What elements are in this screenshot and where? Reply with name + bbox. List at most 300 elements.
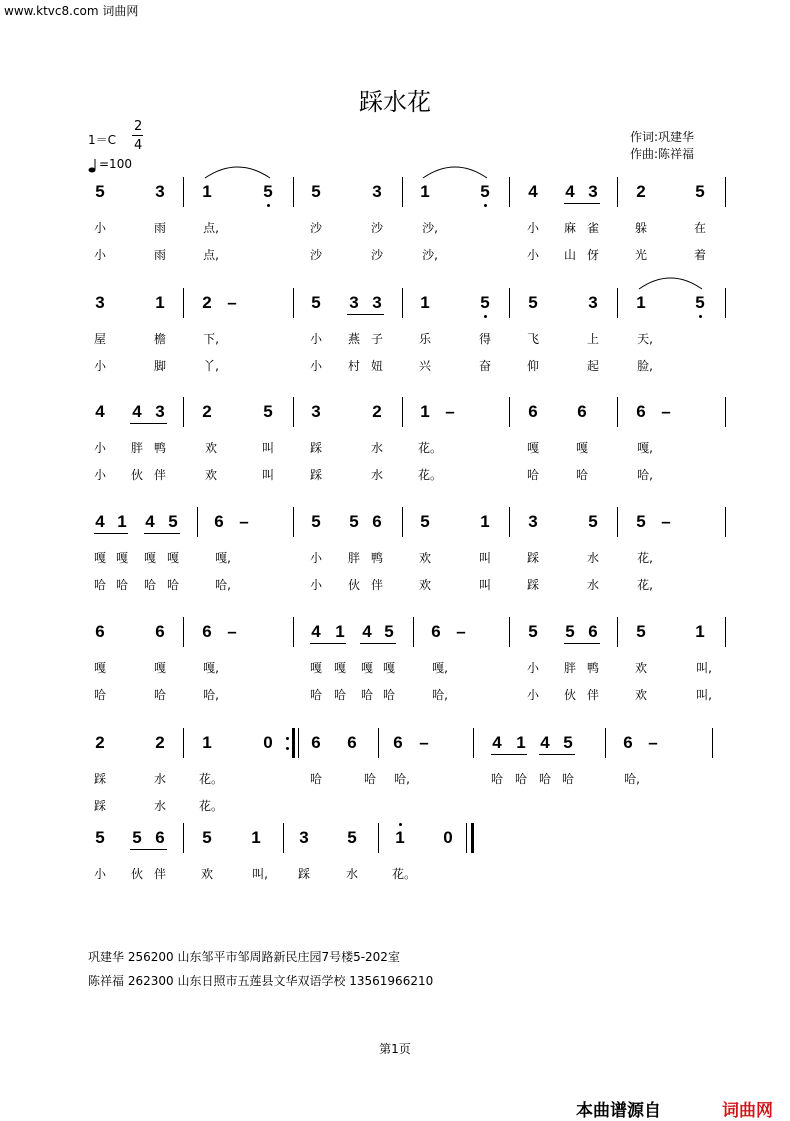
- lyric-verse1: 得: [478, 332, 492, 346]
- lyric-verse1: 小: [526, 221, 540, 235]
- barline: [293, 507, 294, 537]
- final-bar-thick: [471, 823, 474, 853]
- barline: [183, 728, 184, 758]
- note: 6: [431, 622, 441, 641]
- lyricist-credit: 作词:巩建华: [630, 130, 695, 144]
- note: –: [419, 733, 429, 752]
- note: –: [456, 622, 466, 641]
- lyric-verse1: 花。: [391, 867, 417, 881]
- time-signature-bottom: 4: [134, 138, 143, 153]
- lyric-verse2: 起: [586, 359, 600, 373]
- lyric-verse1: 踩: [526, 551, 540, 565]
- lyric-verse2: 小: [93, 248, 107, 262]
- lyric-verse1: 沙: [309, 221, 323, 235]
- barline: [725, 397, 726, 427]
- barline: [183, 617, 184, 647]
- lyric-verse1: 鸭: [370, 551, 384, 565]
- barline: [402, 177, 403, 207]
- note: 5: [349, 512, 359, 531]
- barline: [378, 823, 379, 853]
- note: 4: [492, 733, 502, 752]
- lyric-verse2: 山: [563, 248, 577, 262]
- barline: [509, 177, 510, 207]
- lyric-verse2: 水: [153, 799, 167, 813]
- barline: [473, 728, 474, 758]
- lyric-verse1: 雨: [153, 221, 167, 235]
- lyric-verse1: 乐: [418, 332, 432, 346]
- note: 3: [311, 402, 321, 421]
- note: 5: [480, 293, 490, 312]
- note: 0: [443, 828, 453, 847]
- lyric-verse2: 哈,: [215, 578, 231, 592]
- lyric-verse1: 叫: [261, 441, 275, 455]
- lyric-verse2: 哈,: [432, 688, 448, 702]
- barline: [183, 397, 184, 427]
- lyric-verse1: 哈: [309, 772, 323, 786]
- time-signature-line: [132, 135, 143, 136]
- note: 5: [263, 182, 273, 201]
- barline: [712, 728, 713, 758]
- lyric-verse1: 嘎,: [203, 661, 219, 675]
- lyric-verse1: 欢: [204, 441, 218, 455]
- lyric-verse2: 光: [634, 248, 648, 262]
- note: 1: [695, 622, 705, 641]
- lyric-verse2: 叫: [478, 578, 492, 592]
- lyric-verse2: 兴: [418, 359, 432, 373]
- lyric-verse1: 水: [370, 441, 384, 455]
- lyric-verse2: 哈: [143, 578, 157, 592]
- lyric-verse1: 花,: [637, 551, 653, 565]
- lyric-verse1: 胖: [130, 441, 144, 455]
- lyric-verse2: 伙: [347, 578, 361, 592]
- lyric-verse1: 檐: [153, 332, 167, 346]
- low-octave-dot: [699, 315, 702, 318]
- lyric-verse1: 小: [93, 441, 107, 455]
- barline: [402, 288, 403, 318]
- lyric-verse1: 小: [309, 551, 323, 565]
- barline: [617, 177, 618, 207]
- note: 5: [132, 828, 142, 847]
- eighth-underline: [144, 533, 180, 534]
- lyric-verse1: 嘎: [382, 661, 396, 675]
- note: –: [445, 402, 455, 421]
- lyric-verse2: 伴: [153, 468, 167, 482]
- lyric-verse1: 水: [153, 772, 167, 786]
- lyric-verse2: 着: [693, 248, 707, 262]
- note: 1: [480, 512, 490, 531]
- note: 1: [420, 182, 430, 201]
- lyric-verse2: 妞: [370, 359, 384, 373]
- lyric-verse2: 欢: [204, 468, 218, 482]
- lyric-verse2: 水: [586, 578, 600, 592]
- lyric-verse1: 欢: [418, 551, 432, 565]
- note: 5: [636, 512, 646, 531]
- low-octave-dot: [484, 315, 487, 318]
- note: 3: [349, 293, 359, 312]
- lyric-verse1: 欢: [634, 661, 648, 675]
- page-number: 第1页: [379, 1042, 411, 1056]
- lyric-verse1: 叫,: [252, 867, 268, 881]
- note: 4: [311, 622, 321, 641]
- lyric-verse1: 胖: [563, 661, 577, 675]
- note: 5: [588, 512, 598, 531]
- note: 5: [480, 182, 490, 201]
- barline: [183, 177, 184, 207]
- lyric-verse2: 哈: [153, 688, 167, 702]
- lyric-verse1: 在: [693, 221, 707, 235]
- note: 3: [372, 293, 382, 312]
- note: 1: [202, 733, 212, 752]
- lyric-verse2: 欢: [418, 578, 432, 592]
- lyric-verse2: 沙,: [422, 248, 438, 262]
- tempo-mark: =100: [99, 157, 132, 171]
- lyric-verse2: 哈: [115, 578, 129, 592]
- lyric-verse2: 雨: [153, 248, 167, 262]
- barline: [725, 507, 726, 537]
- barline: [509, 507, 510, 537]
- note: 4: [565, 182, 575, 201]
- note: 5: [95, 828, 105, 847]
- note: –: [227, 293, 237, 312]
- lyric-verse1: 嘎: [115, 551, 129, 565]
- note: 5: [565, 622, 575, 641]
- repeat-dot: [286, 747, 289, 750]
- barline: [293, 397, 294, 427]
- note: 1: [420, 402, 430, 421]
- note: 3: [155, 402, 165, 421]
- address-lyricist: 巩建华 256200 山东邹平市邹周路新民庄园7号楼5-202室: [88, 950, 400, 964]
- lyric-verse1: 点,: [203, 221, 219, 235]
- lyric-verse1: 嘎: [575, 441, 589, 455]
- lyric-verse1: 鸭: [153, 441, 167, 455]
- lyric-verse1: 踩: [309, 441, 323, 455]
- lyric-verse2: 沙: [309, 248, 323, 262]
- note: 1: [395, 828, 405, 847]
- note: 0: [263, 733, 273, 752]
- note: 6: [311, 733, 321, 752]
- slur-arc: [203, 162, 272, 180]
- lyric-verse1: 踩: [297, 867, 311, 881]
- eighth-underline: [130, 849, 167, 850]
- note: 4: [95, 512, 105, 531]
- lyric-verse1: 花。: [417, 441, 443, 455]
- lyric-verse2: 伴: [370, 578, 384, 592]
- lyric-verse1: 哈: [363, 772, 377, 786]
- key-signature: 1＝C: [88, 133, 117, 147]
- lyric-verse1: 小: [526, 661, 540, 675]
- note: 6: [623, 733, 633, 752]
- note: 5: [263, 402, 273, 421]
- lyric-verse1: 水: [586, 551, 600, 565]
- eighth-underline: [94, 533, 128, 534]
- lyric-verse1: 上: [586, 332, 600, 346]
- lyric-verse1: 伴: [153, 867, 167, 881]
- time-signature-top: 2: [134, 119, 143, 134]
- lyric-verse1: 沙,: [422, 221, 438, 235]
- note: 6: [372, 512, 382, 531]
- lyric-verse2: 伴: [586, 688, 600, 702]
- barline: [617, 288, 618, 318]
- eighth-underline: [310, 643, 346, 644]
- lyric-verse2: 小: [526, 688, 540, 702]
- barline: [293, 177, 294, 207]
- lyric-verse1: 叫,: [696, 661, 712, 675]
- composer-credit: 作曲:陈祥福: [630, 147, 695, 161]
- repeat-bar-thin: [298, 728, 299, 758]
- lyric-verse2: 水: [370, 468, 384, 482]
- barline: [509, 617, 510, 647]
- barline: [413, 617, 414, 647]
- lyric-verse2: 哈: [360, 688, 374, 702]
- lyric-verse2: 哈: [526, 468, 540, 482]
- eighth-underline: [564, 643, 600, 644]
- lyric-verse1: 飞: [526, 332, 540, 346]
- lyric-verse2: 叫: [261, 468, 275, 482]
- lyric-verse1: 踩: [93, 772, 107, 786]
- lyric-verse1: 嘎: [153, 661, 167, 675]
- lyric-verse2: 小: [309, 359, 323, 373]
- note: 4: [540, 733, 550, 752]
- note: 4: [95, 402, 105, 421]
- note: 5: [563, 733, 573, 752]
- lyric-verse1: 哈: [538, 772, 552, 786]
- site-watermark: www.ktvc8.com 词曲网: [4, 4, 139, 18]
- note: 3: [95, 293, 105, 312]
- lyric-verse2: 花。: [198, 799, 224, 813]
- lyric-verse2: 欢: [634, 688, 648, 702]
- lyric-verse2: 哈: [93, 688, 107, 702]
- lyric-verse1: 嘎: [143, 551, 157, 565]
- lyric-verse2: 叫,: [696, 688, 712, 702]
- lyric-verse1: 哈,: [394, 772, 410, 786]
- lyric-verse1: 嘎: [360, 661, 374, 675]
- low-octave-dot: [484, 204, 487, 207]
- note: 6: [347, 733, 357, 752]
- lyric-verse1: 欢: [200, 867, 214, 881]
- lyric-verse1: 哈: [490, 772, 504, 786]
- final-bar-thin: [466, 823, 467, 853]
- slur-arc: [637, 273, 704, 291]
- note: 2: [155, 733, 165, 752]
- lyric-verse2: 脸,: [637, 359, 653, 373]
- note: 2: [636, 182, 646, 201]
- lyric-verse2: 伢: [586, 248, 600, 262]
- note: 3: [372, 182, 382, 201]
- note: 4: [362, 622, 372, 641]
- note: 5: [202, 828, 212, 847]
- lyric-verse2: 小: [526, 248, 540, 262]
- lyric-verse2: 伙: [130, 468, 144, 482]
- lyric-verse2: 伙: [563, 688, 577, 702]
- note: 5: [311, 182, 321, 201]
- lyric-verse2: 哈: [93, 578, 107, 592]
- lyric-verse1: 叫: [478, 551, 492, 565]
- lyric-verse2: 哈: [382, 688, 396, 702]
- note: 6: [155, 828, 165, 847]
- lyric-verse1: 嘎,: [432, 661, 448, 675]
- note: 6: [214, 512, 224, 531]
- barline: [725, 617, 726, 647]
- note: 5: [384, 622, 394, 641]
- note: –: [239, 512, 249, 531]
- note: 5: [636, 622, 646, 641]
- note: 6: [202, 622, 212, 641]
- barline: [183, 823, 184, 853]
- lyric-verse1: 鸭: [586, 661, 600, 675]
- barline: [293, 617, 294, 647]
- lyric-verse2: 小: [93, 468, 107, 482]
- quarter-note-icon: [88, 158, 98, 177]
- lyric-verse1: 小: [309, 332, 323, 346]
- barline: [283, 823, 284, 853]
- lyric-verse1: 天,: [637, 332, 653, 346]
- lyric-verse1: 嘎: [309, 661, 323, 675]
- source-label: 本曲谱源自: [576, 1101, 661, 1121]
- note: –: [661, 512, 671, 531]
- lyric-verse1: 嘎: [93, 551, 107, 565]
- note: 3: [588, 293, 598, 312]
- barline: [183, 288, 184, 318]
- lyric-verse2: 仰: [526, 359, 540, 373]
- note: 1: [117, 512, 127, 531]
- note: 4: [132, 402, 142, 421]
- lyric-verse2: 小: [93, 359, 107, 373]
- high-octave-dot: [399, 823, 402, 826]
- barline: [197, 507, 198, 537]
- note: 2: [372, 402, 382, 421]
- lyric-verse1: 嘎: [166, 551, 180, 565]
- note: 1: [251, 828, 261, 847]
- note: 3: [588, 182, 598, 201]
- note: –: [648, 733, 658, 752]
- note: 1: [420, 293, 430, 312]
- eighth-underline: [130, 423, 167, 424]
- lyric-verse2: 哈: [166, 578, 180, 592]
- lyric-verse1: 嘎: [333, 661, 347, 675]
- note: 2: [95, 733, 105, 752]
- note: 1: [516, 733, 526, 752]
- lyric-verse2: 花,: [637, 578, 653, 592]
- lyric-verse2: 脚: [153, 359, 167, 373]
- address-composer: 陈祥福 262300 山东日照市五莲县文华双语学校 13561966210: [88, 974, 434, 988]
- lyric-verse2: 哈: [309, 688, 323, 702]
- repeat-dot: [286, 737, 289, 740]
- lyric-verse1: 胖: [347, 551, 361, 565]
- lyric-verse1: 哈: [561, 772, 575, 786]
- lyric-verse2: 哈,: [203, 688, 219, 702]
- note: 4: [528, 182, 538, 201]
- eighth-underline: [347, 314, 384, 315]
- lyric-verse1: 伙: [130, 867, 144, 881]
- note: 5: [168, 512, 178, 531]
- note: 5: [695, 182, 705, 201]
- note: 1: [335, 622, 345, 641]
- note: 6: [577, 402, 587, 421]
- note: 5: [347, 828, 357, 847]
- lyric-verse1: 下,: [203, 332, 219, 346]
- lyric-verse2: 花。: [417, 468, 443, 482]
- eighth-underline: [360, 643, 396, 644]
- note: –: [661, 402, 671, 421]
- lyric-verse1: 子: [370, 332, 384, 346]
- lyric-verse1: 躲: [634, 221, 648, 235]
- lyric-verse1: 嘎: [93, 661, 107, 675]
- note: 1: [202, 182, 212, 201]
- barline: [402, 397, 403, 427]
- note: 5: [311, 512, 321, 531]
- lyric-verse2: 踩: [93, 799, 107, 813]
- eighth-underline: [491, 754, 527, 755]
- lyric-verse2: 踩: [526, 578, 540, 592]
- lyric-verse1: 花。: [198, 772, 224, 786]
- barline: [293, 288, 294, 318]
- note: –: [227, 622, 237, 641]
- lyric-verse2: 哈: [333, 688, 347, 702]
- slur-arc: [421, 162, 489, 180]
- lyric-verse2: 奋: [478, 359, 492, 373]
- lyric-verse1: 嘎,: [637, 441, 653, 455]
- note: 5: [311, 293, 321, 312]
- note: 5: [528, 622, 538, 641]
- brand-logo-text[interactable]: 词曲网: [722, 1101, 773, 1121]
- lyric-verse1: 小: [93, 867, 107, 881]
- lyric-verse1: 雀: [586, 221, 600, 235]
- lyric-verse1: 小: [93, 221, 107, 235]
- lyric-verse1: 嘎: [526, 441, 540, 455]
- lyric-verse2: 小: [309, 578, 323, 592]
- note: 6: [528, 402, 538, 421]
- low-octave-dot: [267, 204, 270, 207]
- eighth-underline: [564, 203, 600, 204]
- lyric-verse2: 丫,: [203, 359, 219, 373]
- lyric-verse1: 水: [345, 867, 359, 881]
- note: 3: [528, 512, 538, 531]
- lyric-verse1: 沙: [370, 221, 384, 235]
- lyric-verse1: 哈: [514, 772, 528, 786]
- note: 1: [636, 293, 646, 312]
- barline: [509, 288, 510, 318]
- note: 1: [155, 293, 165, 312]
- note: 6: [393, 733, 403, 752]
- barline: [617, 617, 618, 647]
- lyric-verse2: 哈,: [637, 468, 653, 482]
- note: 6: [636, 402, 646, 421]
- note: 5: [695, 293, 705, 312]
- barline: [605, 728, 606, 758]
- barline: [617, 507, 618, 537]
- lyric-verse1: 麻: [563, 221, 577, 235]
- note: 2: [202, 293, 212, 312]
- barline: [725, 288, 726, 318]
- note: 4: [145, 512, 155, 531]
- barline: [509, 397, 510, 427]
- barline: [725, 177, 726, 207]
- note: 3: [155, 182, 165, 201]
- note: 5: [95, 182, 105, 201]
- lyric-verse2: 点,: [203, 248, 219, 262]
- lyric-verse1: 哈,: [624, 772, 640, 786]
- lyric-verse1: 屋: [93, 332, 107, 346]
- song-title: 踩水花: [359, 88, 431, 116]
- note: 6: [155, 622, 165, 641]
- barline: [402, 507, 403, 537]
- note: 6: [588, 622, 598, 641]
- eighth-underline: [539, 754, 575, 755]
- lyric-verse2: 村: [347, 359, 361, 373]
- note: 5: [528, 293, 538, 312]
- repeat-bar-thick: [292, 728, 295, 758]
- barline: [378, 728, 379, 758]
